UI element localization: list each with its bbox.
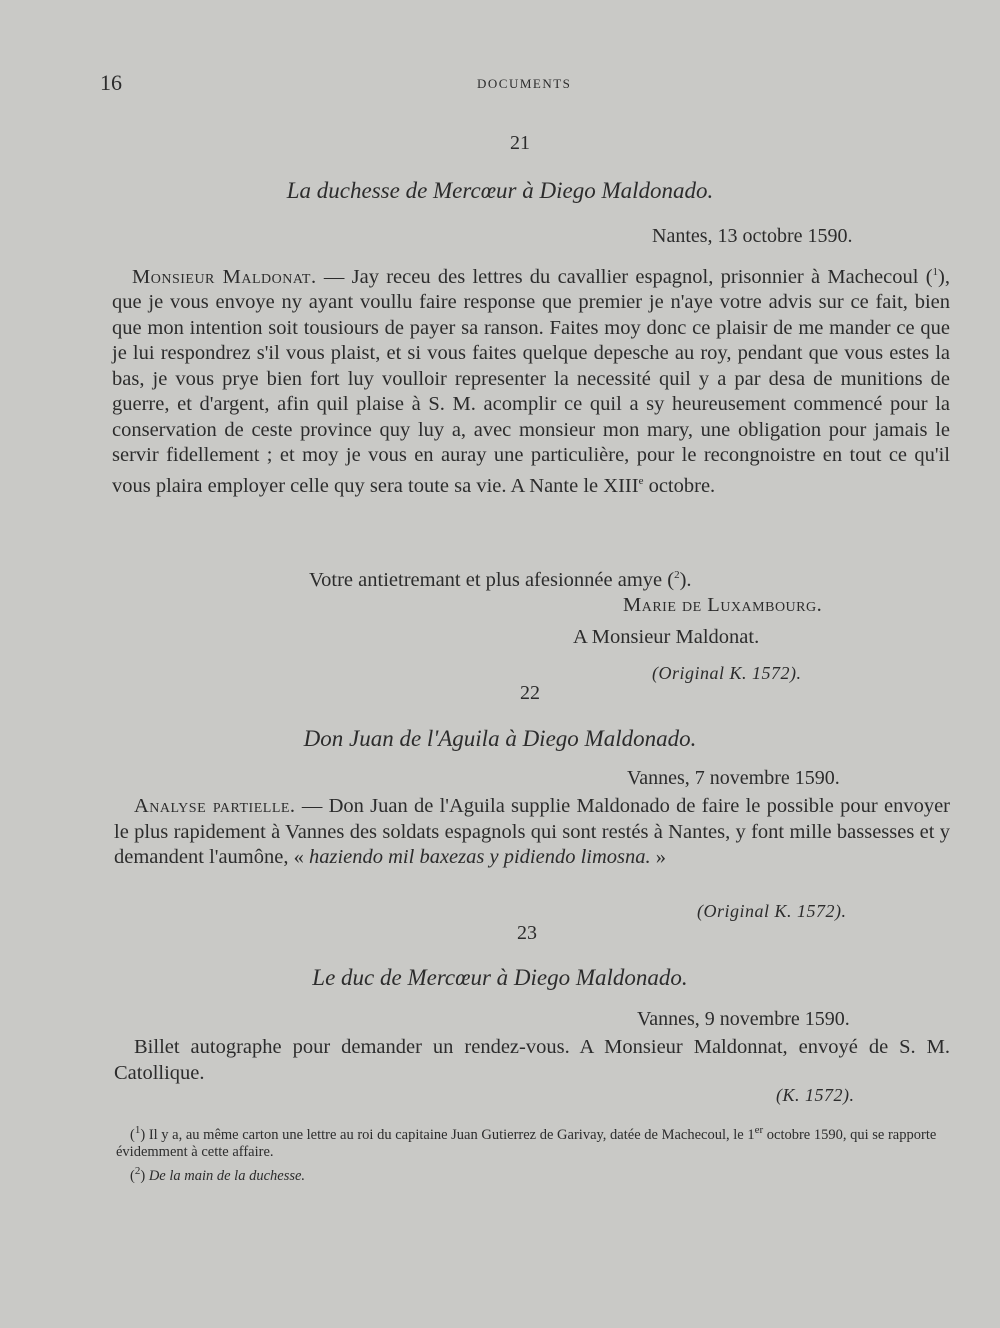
doc21-signature: Marie de Luxambourg. [623, 594, 823, 616]
doc22-text: — Don Juan de l'Aguila supplie Maldonado de faire le possible pour envoyer le plus rapidement à Vannes des soldats espagnols qui sont restés à Nantes, y font mille bassesses et y demandent l'aumône, « [114, 795, 950, 868]
footnote-1: ($^1$) Il y a, au même carton une lettre au roi du capitaine Juan Gutierrez de Garivay, datée de Machecoul, le 1er octobre 1590, qui se rapporte évidemment à cette affaire. [116, 1124, 937, 1160]
doc21-body-3: octobre. [643, 474, 716, 497]
footnote-2-text: De la main de la duchesse. [148, 1167, 306, 1184]
footnote-2-mark: 2 [134, 1165, 141, 1177]
doc21-closing [309, 563, 692, 593]
footnote-1-text-b: octobre 1590, qui se rapporte évidemment à cette affaire. [116, 1126, 937, 1160]
doc23-source: (K. 1572). [776, 1085, 855, 1105]
doc21-source: (Original K. 1572). [652, 663, 802, 683]
doc21-closing-2: ). [679, 568, 692, 591]
doc21-number: 21 [510, 132, 530, 154]
page-number: 16 [100, 70, 122, 95]
footnote-2: ($^2$) De la main de la duchesse. [130, 1165, 306, 1184]
doc22-quote-end: » [650, 846, 666, 868]
doc22-source: (Original K. 1572). [697, 901, 847, 921]
doc22-number: 22 [520, 682, 540, 704]
doc21-address: A Monsieur Maldonat. [573, 626, 760, 648]
doc21-sup-e: e [638, 474, 644, 487]
doc21-salutation: Monsieur Maldonat. [132, 265, 317, 288]
doc21-closing-1: Votre antietremant et plus afesionnée amye ( [309, 568, 675, 591]
doc23-title: Le duc de Mercœur à Diego Maldonado. [312, 965, 688, 990]
footnote-1-sup: er [754, 1124, 764, 1136]
doc22-title: Don Juan de l'Aguila à Diego Maldonado. [303, 726, 697, 751]
doc23-body: Billet autographe pour demander un rendez-vous. A Monsieur Maldonnat, envoyé de S. M. Catollique. [114, 1036, 950, 1084]
doc23-date: Vannes, 9 novembre 1590. [637, 1008, 850, 1030]
doc21-title: La duchesse de Mercœur à Diego Maldonado. [286, 178, 714, 203]
doc22-quote: haziendo mil baxezas y pidiendo limosna. [308, 846, 651, 868]
doc22-body [114, 794, 950, 871]
doc21-body-1: — Jay receu des lettres du cavallier espagnol, prisonnier à Machecoul ( [316, 265, 933, 288]
footnote-ref-2: 2 [674, 569, 680, 581]
footnote-1-mark: 1 [134, 1124, 141, 1136]
doc22-label: Analyse partielle. [134, 795, 296, 817]
doc22-date: Vannes, 7 novembre 1590. [627, 767, 840, 789]
doc21-body-2: ), que je vous envoye ny ayant voullu faire response que premier je n'aye votre advis sur ce fait, bien que mon intention soit tousiours de payer sa ranson. Faites moy donc ce plaisir de me mander ce que je lui respondrez s'il vous plaist, et si vous faites quelque depesche au roy, pendant que vous estes la bas, je vous prye bien fort luy voulloir representer la necessité quil y a par desa de munitions de guerre, et d'argent, afin quil plaise à S. M. acomplir ce quil a sy heureusement commencé pour la conservation de ceste province quy luy a, avec monsieur mon mary, une obligation pour jamais le servir fidellement ; et moy je vous en auray une particulière, pour le recongnoistre en tout ce qu'il vous plaira employer celle quy sera toute sa vie. A Nante le XIII [112, 265, 950, 497]
footnote-1-text-a: Il y a, au même carton une lettre au roi du capitaine Juan Gutierrez de Garivay, datée de Machecoul, le 1 [145, 1126, 755, 1143]
footnote-ref-1: 1 [932, 266, 939, 278]
doc23-number: 23 [517, 922, 537, 944]
doc21-letter-body [112, 260, 950, 499]
running-title: DOCUMENTS [477, 76, 572, 91]
doc21-date: Nantes, 13 octobre 1590. [652, 225, 853, 247]
